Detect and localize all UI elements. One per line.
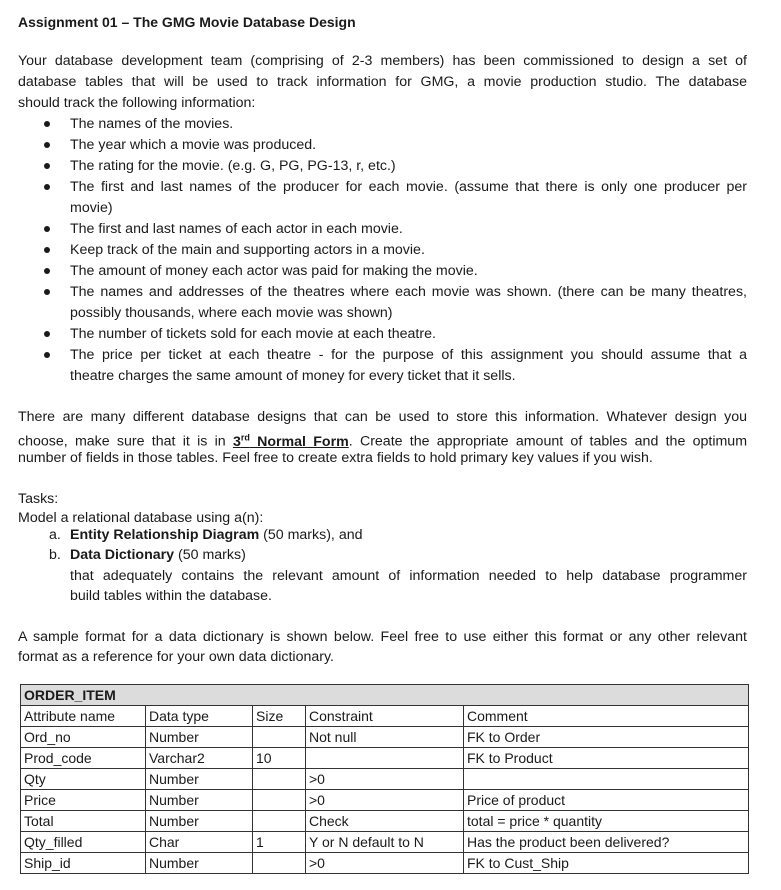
bullet-icon — [44, 163, 50, 169]
table-row — [21, 748, 749, 769]
bullet-item-line: theatre charges the same amount of money for every ticket that it sells. — [70, 368, 516, 384]
table-cell: Prod_code — [21, 748, 146, 769]
table-cell: Total — [21, 811, 146, 832]
task-a-marks: (50 marks), and — [259, 527, 363, 543]
table-cell: Char — [146, 832, 253, 853]
bullet-item-line: Keep track of the main and supporting actors in a movie. — [70, 242, 425, 258]
table-cell — [464, 769, 749, 790]
table-cell: Qty_filled — [21, 832, 146, 853]
intro-line: Your database development team (comprising of 2-3 members) has been commissioned to design a set of — [18, 53, 747, 69]
table-name: ORDER_ITEM — [21, 685, 749, 706]
bullet-icon — [44, 268, 50, 274]
bullet-icon — [44, 226, 50, 232]
sample-line2: format as a reference for your own data dictionary. — [18, 649, 334, 665]
table-cell: FK to Cust_Ship — [464, 853, 749, 874]
task-a — [70, 525, 747, 545]
table-cell: Constraint — [306, 706, 464, 727]
table-cell: Y or N default to N — [306, 832, 464, 853]
nf-number: 3 — [232, 433, 241, 450]
table-cell: 1 — [253, 832, 306, 853]
table-cell — [253, 727, 306, 748]
nf-sup: rd — [240, 432, 250, 442]
text: choose, make sure that it is in — [18, 433, 233, 450]
table-cell: Number — [146, 769, 253, 790]
task-a-label: a. — [49, 527, 61, 543]
table-name-row — [21, 685, 749, 706]
task-cont-2: build tables within the database. — [70, 588, 272, 604]
task-b-title: Data Dictionary — [70, 547, 175, 563]
table-cell: Ship_id — [21, 853, 146, 874]
table-cell: Ord_no — [21, 727, 146, 748]
table-cell: Qty — [21, 769, 146, 790]
document-title: Assignment 01 – The GMG Movie Database Design — [18, 14, 356, 30]
sample-line1: A sample format for a data dictionary is shown below. Feel free to use either this format or any other relevant — [18, 629, 747, 645]
bullet-item-line: The names of the movies. — [70, 116, 234, 132]
table-row — [21, 790, 749, 811]
bullet-item-line: possibly thousands, where each movie was shown) — [70, 305, 393, 321]
intro-line: should track the following information: — [18, 95, 256, 111]
table-cell — [253, 769, 306, 790]
table-cell: Attribute name — [21, 706, 146, 727]
table-row — [21, 853, 749, 874]
intro-line: database tables that will be used to track information for GMG, a movie production studio. The database — [18, 74, 747, 90]
table-cell: >0 — [306, 790, 464, 811]
table-cell: Comment — [464, 706, 749, 727]
tasks-label: Tasks: — [18, 491, 59, 507]
bullet-icon — [44, 121, 50, 127]
table-cell: 10 — [253, 748, 306, 769]
text: . Create the appropriate amount of tables and the optimum — [348, 433, 748, 450]
table-cell — [306, 748, 464, 769]
table-header-row — [21, 706, 749, 727]
table-cell: Not null — [306, 727, 464, 748]
bullet-icon — [44, 352, 50, 358]
table-cell: Data type — [146, 706, 253, 727]
bullet-icon — [44, 247, 50, 253]
task-cont-1: that adequately contains the relevant amount of information needed to help database programmer — [70, 568, 747, 584]
table-cell: total = price * quantity — [464, 811, 749, 832]
task-b-marks: (50 marks) — [174, 547, 246, 563]
table-cell: >0 — [306, 853, 464, 874]
table-cell: Price of product — [464, 790, 749, 811]
bullet-item-line: The amount of money each actor was paid for making the movie. — [70, 263, 478, 279]
table-cell: >0 — [306, 769, 464, 790]
table-cell: Varchar2 — [146, 748, 253, 769]
table-cell: Has the product been delivered? — [464, 832, 749, 853]
bullet-item-line: The number of tickets sold for each movie at each theatre. — [70, 326, 436, 342]
table-cell — [253, 853, 306, 874]
table-row — [21, 769, 749, 790]
task-a-title: Entity Relationship Diagram — [70, 527, 260, 543]
para2-line1: There are many different database designs that can be used to store this information. Whatever design you — [18, 409, 747, 425]
bullet-icon — [44, 184, 50, 190]
bullet-item-line: The price per ticket at each theatre - for the purpose of this assignment you should assume that a — [70, 347, 747, 363]
bullet-icon — [44, 142, 50, 148]
bullet-item-line: The rating for the movie. (e.g. G, PG, PG-13, r, etc.) — [70, 158, 396, 174]
bullet-item-line: movie) — [70, 200, 113, 216]
table-cell: FK to Product — [464, 748, 749, 769]
table-cell: FK to Order — [464, 727, 749, 748]
data-dictionary-table — [20, 684, 749, 874]
table-cell: Size — [253, 706, 306, 727]
table-row — [21, 811, 749, 832]
bullet-icon — [44, 289, 50, 295]
table-cell: Number — [146, 790, 253, 811]
table-cell: Number — [146, 853, 253, 874]
table-row — [21, 727, 749, 748]
bullet-item-line: The names and addresses of the theatres where each movie was shown. (there can be many theatres, — [70, 284, 747, 300]
bullet-icon — [44, 331, 50, 337]
table-cell: Number — [146, 811, 253, 832]
table-cell: Check — [306, 811, 464, 832]
table-cell — [253, 811, 306, 832]
task-b-label: b. — [49, 547, 61, 563]
tasks-model: Model a relational database using a(n): — [18, 510, 264, 526]
table-cell: Price — [21, 790, 146, 811]
para2-line3: number of fields in those tables. Feel free to create extra fields to hold primary key values if you wish. — [18, 450, 653, 466]
table-row — [21, 832, 749, 853]
bullet-item-line: The first and last names of the producer for each movie. (assume that there is only one producer per — [70, 179, 747, 195]
bullet-item-line: The year which a movie was produced. — [70, 137, 317, 153]
table-cell: Number — [146, 727, 253, 748]
bullet-item-line: The first and last names of each actor in each movie. — [70, 221, 403, 237]
task-b — [70, 545, 747, 565]
nf-text: Normal Form — [249, 433, 349, 450]
table-cell — [253, 790, 306, 811]
